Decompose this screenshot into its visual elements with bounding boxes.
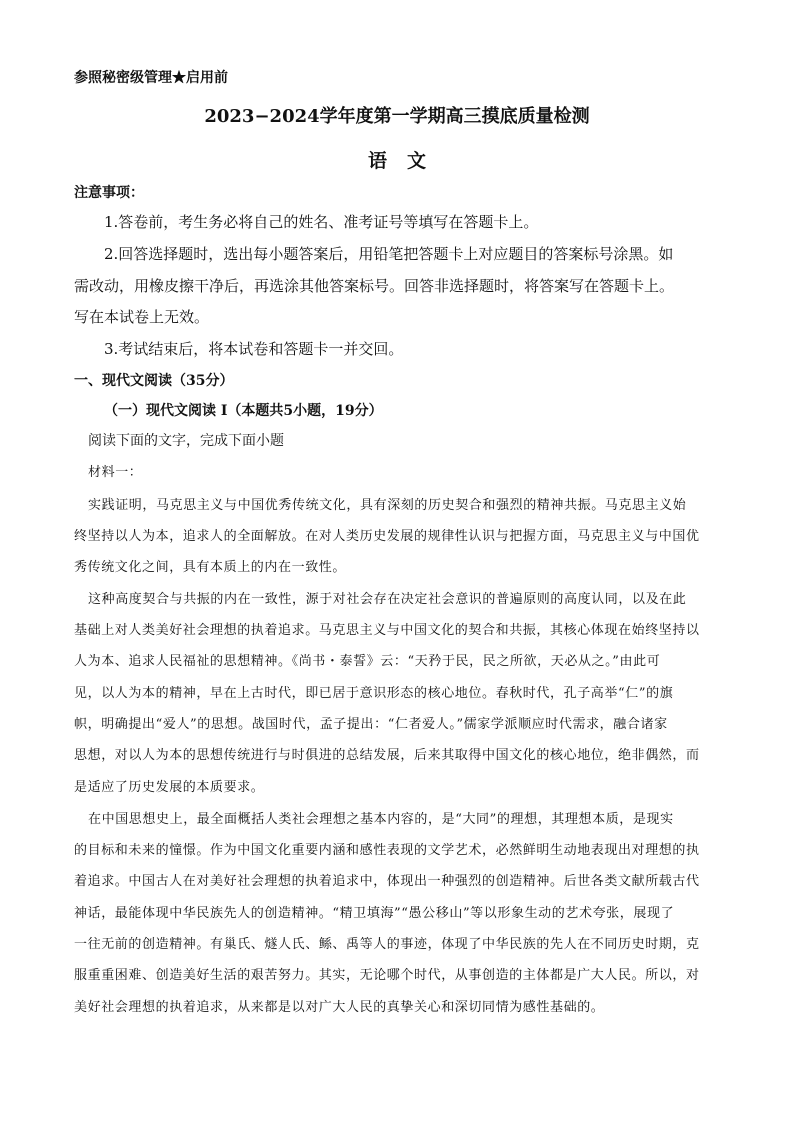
passage-line: 帜，明确提出“爱人”的思想。战国时代，孟子提出：“仁者爱人。”儒家学派顺应时代需求，融合诸家 bbox=[74, 717, 668, 732]
passage-line: 见，以人为本的精神，早在上古时代，即已居于意识形态的核心地位。春秋时代，孔子高举“仁”的旗 bbox=[74, 686, 674, 701]
material-label: 材料一： bbox=[88, 465, 143, 480]
passage-line: 秀传统文化之间，具有本质上的内在一致性。 bbox=[74, 560, 347, 575]
notice-line: 1.答卷前，考生务必将自己的姓名、准考证号等填写在答题卡上。 bbox=[104, 213, 539, 231]
passage-line: 着追求。中国古人在对美好社会理想的执着追求中，体现出一种强烈的创造精神。后世各类文献所载古代 bbox=[74, 874, 700, 889]
reading-instruction: 阅读下面的文字，完成下面小题 bbox=[88, 432, 284, 448]
passage-line: 是适应了历史发展的本质要求。 bbox=[74, 780, 265, 795]
passage-line: 在中国思想史上，最全面概括人类社会理想之基本内容的，是“大同”的理想，其理想本质，是现实 bbox=[88, 812, 674, 827]
passage-line: 的目标和未来的憧憬。作为中国文化重要内涵和感性表现的文学艺术，必然鲜明生动地表现出对理想的执 bbox=[74, 843, 700, 858]
passage-line: 服重重困难、创造美好生活的艰苦努力。其实，无论哪个时代，从事创造的主体都是广大人民。所以，对 bbox=[74, 968, 700, 983]
notice-line: 写在本试卷上无效。 bbox=[74, 308, 210, 326]
passage-line: 思想，对以人为本的思想传统进行与时俱进的总结发展，后来其取得中国文化的核心地位，绝非偶然，而 bbox=[74, 748, 700, 763]
passage-line: 终坚持以人为本，追求人的全面解放。在对人类历史发展的规律性认识与把握方面，马克思主义与中国优 bbox=[74, 529, 700, 544]
exam-title: 2023−2024学年度第一学期高三摸底质量检测 bbox=[204, 106, 590, 127]
passage-line: 一往无前的创造精神。有巢氏、燧人氏、鲧、禹等人的事迹，体现了中华民族的先人在不同历史时期，克 bbox=[74, 937, 700, 952]
notice-line: 2.回答选择题时，选出每小题答案后，用铅笔把答题卡上对应题目的答案标号涂黑。如 bbox=[104, 245, 674, 263]
subsection-heading: （一）现代文阅读 I（本题共5小题，19分） bbox=[104, 403, 383, 419]
confidentiality-label: 参照秘密级管理★启用前 bbox=[74, 70, 228, 86]
passage-line: 人为本、追求人民福祉的思想精神。《尚书・泰誓》云：“天矜于民，民之所欲，天必从之。”由此可 bbox=[74, 654, 661, 669]
subject-title: 语文 bbox=[367, 150, 446, 172]
passage-line: 基础上对人类美好社会理想的执着追求。马克思主义与中国文化的契合和共振，其核心体现在始终坚持以 bbox=[74, 623, 700, 638]
passage-line: 这种高度契合与共振的内在一致性，源于对社会存在决定社会意识的普遍原则的高度认同，以及在此 bbox=[88, 592, 687, 607]
notice-line: 3.考试结束后，将本试卷和答题卡一并交回。 bbox=[104, 340, 404, 358]
notice-heading: 注意事项： bbox=[74, 185, 144, 201]
passage-line: 美好社会理想的执着追求，从来都是以对广大人民的真挚关心和深切同情为感性基础的。 bbox=[74, 1000, 605, 1015]
passage-line: 神话，最能体现中华民族先人的创造精神。“精卫填海”“愚公移山”等以形象生动的艺术夸张，展现了 bbox=[74, 906, 675, 921]
notice-line: 需改动，用橡皮擦干净后，再选涂其他答案标号。回答非选择题时，将答案写在答题卡上。 bbox=[74, 277, 675, 295]
section-heading: 一、现代文阅读（35分） bbox=[74, 373, 234, 389]
passage-line: 实践证明，马克思主义与中国优秀传统文化，具有深刻的历史契合和强烈的精神共振。马克思主义始 bbox=[88, 498, 687, 513]
